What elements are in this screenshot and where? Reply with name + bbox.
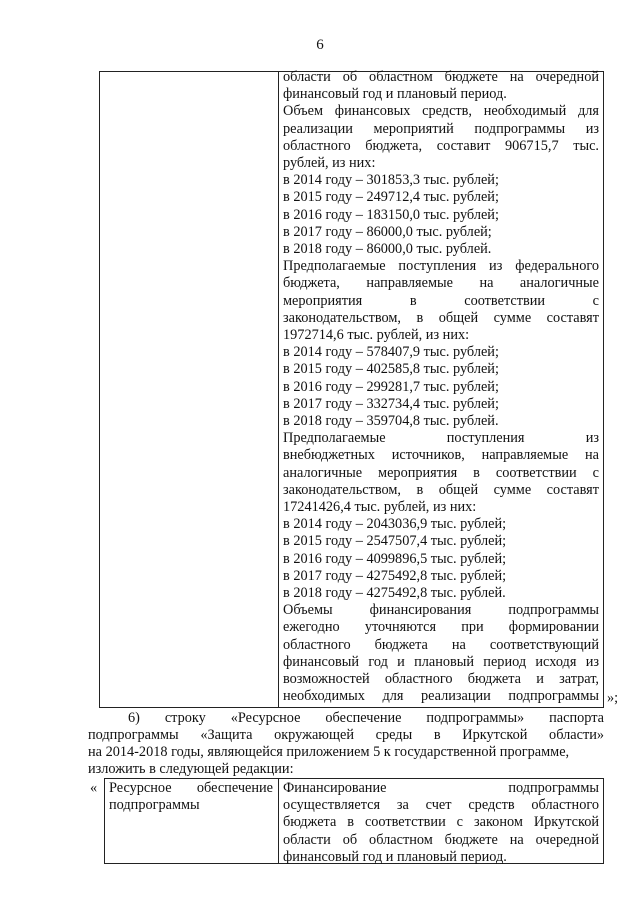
cell-line: осуществляется за счет средств областного — [283, 797, 599, 814]
cell-line: в 2018 году – 359704,8 тыс. рублей. — [283, 413, 499, 429]
cell-line: мероприятия в соответствии с — [283, 292, 599, 309]
cell-line: внебюджетных источников, направляемые на — [283, 447, 599, 464]
cell-line: области об областном бюджете на очередной — [283, 69, 599, 85]
cell-line: в 2015 году – 249712,4 тыс. рублей; — [283, 189, 499, 206]
cell-line: Объемы финансирования подпрограммы — [283, 602, 599, 619]
table1-bottom-border — [99, 707, 604, 708]
cell-line: в 2018 году – 86000,0 тыс. рублей. — [283, 241, 492, 257]
table2-column-divider — [278, 778, 279, 864]
cell-line: аналогичные мероприятия в соответствии с — [283, 464, 599, 481]
cell-line: в 2014 году – 2043036,9 тыс. рублей; — [283, 516, 507, 533]
cell-line: законодательством, в общей сумме составят — [283, 309, 599, 326]
cell-line: в 2017 году – 4275492,8 тыс. рублей; — [283, 567, 507, 584]
cell-line: в 2018 году – 4275492,8 тыс. рублей. — [283, 585, 506, 601]
table1-column-divider — [278, 71, 279, 708]
cell-line: возможностей областного бюджета и затрат, — [283, 671, 599, 687]
cell-line: бюджета в соответствии с законом Иркутской — [283, 814, 599, 831]
cell-line: рублей, из них: — [283, 155, 376, 171]
table2-right-border — [603, 778, 604, 864]
cell-line: области об областном бюджете на очередной — [283, 831, 599, 848]
cell-line: в 2017 году – 86000,0 тыс. рублей; — [283, 223, 492, 240]
cell-line: необходимых для реализации подпрограммы — [283, 688, 599, 705]
cell-line: бюджета, направляемые на аналогичные — [283, 275, 599, 292]
paragraph-line: подпрограммы «Защита окружающей среды в Иркутской области» — [88, 727, 604, 743]
table2-left-cell-line: Ресурсное обеспечение — [109, 780, 273, 796]
cell-line: областного бюджета на соответствующий — [283, 636, 599, 653]
table1-left-border — [99, 71, 100, 708]
cell-line: Предполагаемые поступления из федерального — [283, 258, 599, 275]
cell-line: финансовый год и плановый период исходя из — [283, 653, 599, 670]
paragraph-line: 6) строку «Ресурсное обеспечение подпрограммы» паспорта — [128, 710, 604, 726]
cell-line: в 2014 году – 578407,9 тыс. рублей; — [283, 344, 499, 361]
cell-line: ежегодно уточняются при формировании — [283, 619, 599, 636]
cell-line: реализации мероприятий подпрограммы из — [283, 120, 599, 137]
paragraph-line: на 2014-2018 годы, являющейся приложением 5 к государственной программе, — [88, 744, 570, 760]
cell-line: областного бюджета, составит 906715,7 тыс. — [283, 137, 599, 154]
table2-opening-mark: « — [90, 780, 98, 796]
table2-left-border — [104, 778, 105, 864]
table1-right-border — [603, 71, 604, 708]
cell-line: в 2017 году – 332734,4 тыс. рублей; — [283, 395, 499, 412]
cell-line: в 2014 году – 301853,3 тыс. рублей; — [283, 172, 499, 189]
cell-line: финансовый год и плановый период. — [283, 86, 507, 103]
cell-line: финансовый год и плановый период. — [283, 848, 507, 865]
table2-top-border — [104, 778, 604, 779]
table2-left-cell-line: подпрограммы — [109, 797, 200, 813]
paragraph-line: изложить в следующей редакции: — [88, 761, 294, 777]
cell-line: в 2016 году – 299281,7 тыс. рублей; — [283, 378, 499, 395]
cell-line: законодательством, в общей сумме составят — [283, 481, 599, 498]
cell-line: Объем финансовых средств, необходимый для — [283, 103, 599, 120]
cell-line: 17241426,4 тыс. рублей, из них: — [283, 499, 477, 515]
cell-line: в 2015 году – 2547507,4 тыс. рублей; — [283, 533, 507, 550]
page-number: 6 — [316, 37, 324, 53]
table1-closing-mark: »; — [607, 690, 619, 706]
cell-line: в 2016 году – 4099896,5 тыс. рублей; — [283, 550, 507, 567]
cell-line: в 2015 году – 402585,8 тыс. рублей; — [283, 361, 499, 378]
cell-line: Предполагаемые поступления из — [283, 430, 599, 447]
cell-line: 1972714,6 тыс. рублей, из них: — [283, 327, 470, 343]
cell-line: Финансирование подпрограммы — [283, 780, 599, 796]
cell-line: в 2016 году – 183150,0 тыс. рублей; — [283, 206, 499, 223]
